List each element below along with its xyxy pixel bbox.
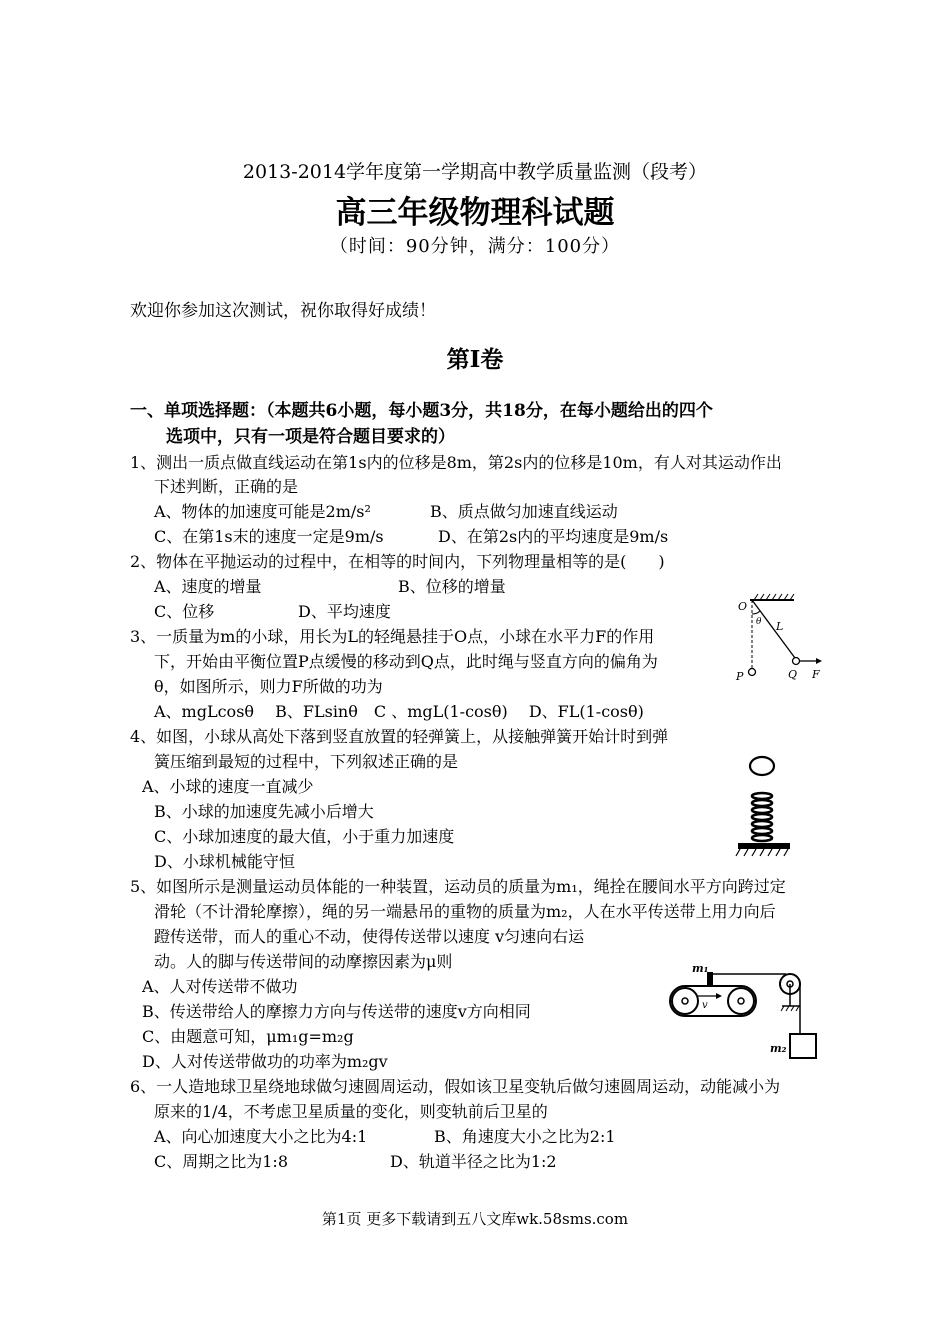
q4-spring-figure bbox=[730, 752, 820, 860]
exam-line: 2013-2014学年度第一学期高中教学质量监测（段考） bbox=[242, 161, 708, 183]
right-roller-axle bbox=[738, 998, 744, 1004]
q5-option-a: A、人对传送带不做功 bbox=[142, 977, 298, 996]
velocity-arrow-head bbox=[716, 993, 722, 999]
angle-arc bbox=[752, 611, 760, 614]
ball-p bbox=[749, 669, 756, 676]
q6-option-c: C、周期之比为1:8 bbox=[154, 1152, 288, 1171]
q5-option-d: D、人对传送带做功的功率为m₂gv bbox=[142, 1052, 388, 1071]
q6-stem-line2: 原来的1/4，不考虑卫星质量的变化，则变轨前后卫星的 bbox=[154, 1102, 548, 1121]
q6-option-d: D、轨道半径之比为1:2 bbox=[390, 1152, 557, 1171]
q4-stem-line1: 4、如图，小球从高处下落到竖直放置的轻弹簧上，从接触弹簧开始计时到弹 bbox=[130, 727, 669, 746]
ground-base bbox=[738, 843, 790, 849]
ground-hatching bbox=[736, 849, 788, 856]
weight-m2 bbox=[790, 1034, 816, 1058]
right-roller bbox=[728, 988, 754, 1014]
q2-option-d: D、平均速度 bbox=[298, 602, 391, 621]
q3-options: A、mgLcosθ B、FLsinθ C 、mgL(1-cosθ) D、FL(1-cosθ) bbox=[154, 702, 644, 721]
q1-option-a: A、物体的加速度可能是2m/s² bbox=[154, 502, 371, 521]
q5-stem-line4: 动。人的脚与传送带间的动摩擦因素为μ则 bbox=[154, 952, 453, 971]
q2-option-c: C、位移 bbox=[154, 602, 215, 621]
label-m2: m₂ bbox=[770, 1042, 787, 1055]
q1-stem-line2: 下述判断，正确的是 bbox=[154, 477, 299, 496]
q1-stem-line1: 1、测出一质点做直线运动在第1s内的位移是8m，第2s内的位移是10m，有人对其运动作出 bbox=[130, 453, 782, 472]
page-footer: 第1页 更多下载请到五八文库wk.58sms.com bbox=[321, 1210, 629, 1228]
label-v: v bbox=[702, 1000, 708, 1011]
label-f: F bbox=[812, 668, 820, 681]
q5-stem-line3: 蹬传送带，而人的重心不动，使得传送带以速度 v匀速向右运 bbox=[154, 927, 585, 946]
left-roller bbox=[672, 988, 698, 1014]
time-info: （时间：90分钟，满分：100分） bbox=[329, 236, 621, 257]
q5-option-c: C、由题意可知，μm₁g=m₂g bbox=[142, 1027, 354, 1046]
q3-stem-line2: 下，开始由平衡位置P点缓慢的移动到Q点，此时绳与竖直方向的偏角为 bbox=[154, 652, 658, 671]
label-m1: m₁ bbox=[692, 962, 709, 975]
rope-line bbox=[752, 600, 795, 658]
q5-treadmill-figure bbox=[658, 956, 824, 1064]
q3-stem-line3: θ，如图所示，则力F所做的功为 bbox=[154, 677, 383, 696]
q6-option-a: A、向心加速度大小之比为4:1 bbox=[154, 1127, 368, 1146]
q4-option-c: C、小球加速度的最大值，小于重力加速度 bbox=[154, 827, 455, 846]
q4-stem-line2: 簧压缩到最短的过程中，下列叙述正确的是 bbox=[154, 752, 459, 771]
volume-heading: 第I卷 bbox=[446, 346, 504, 373]
ball-q bbox=[793, 658, 800, 665]
q3-pendulum-figure bbox=[728, 588, 828, 684]
q2-option-b: B、位移的增量 bbox=[398, 577, 506, 596]
q1-option-c: C、在第1s末的速度一定是9m/s bbox=[154, 527, 384, 546]
label-q: Q bbox=[788, 668, 798, 681]
welcome-text: 欢迎你参加这次测试，祝你取得好成绩！ bbox=[130, 301, 436, 321]
label-l: L bbox=[776, 620, 784, 633]
q6-stem-line1: 6、一人造地球卫星绕地球做匀速圆周运动，假如该卫星变轨后做匀速圆周运动，动能减小为 bbox=[130, 1077, 781, 1096]
section-heading-line2: 选项中，只有一项是符合题目要求的） bbox=[166, 427, 455, 447]
left-roller-axle bbox=[682, 998, 688, 1004]
q5-stem-line1: 5、如图所示是测量运动员体能的一种装置，运动员的质量为m₁，绳拴在腰间水平方向跨过定 bbox=[130, 877, 786, 896]
falling-ball bbox=[750, 757, 774, 775]
q6-option-b: B、角速度大小之比为2:1 bbox=[434, 1127, 616, 1146]
q1-option-d: D、在第2s内的平均速度是9m/s bbox=[438, 527, 669, 546]
force-arrow-head bbox=[816, 658, 822, 664]
q4-option-a: A、小球的速度一直减少 bbox=[142, 777, 314, 796]
q5-stem-line2: 滑轮（不计滑轮摩擦），绳的另一端悬吊的重物的质量为m₂，人在水平传送带上用力向后 bbox=[154, 902, 776, 921]
q1-option-b: B、质点做匀加速直线运动 bbox=[430, 502, 618, 521]
q2-option-a: A、速度的增量 bbox=[154, 577, 262, 596]
section-heading-line1: 一、单项选择题：（本题共6小题，每小题3分，共18分，在每小题给出的四个 bbox=[130, 401, 713, 421]
q5-option-b: B、传送带给人的摩擦力方向与传送带的速度v方向相同 bbox=[142, 1002, 531, 1021]
label-theta: θ bbox=[756, 617, 762, 627]
q3-stem-line1: 3、一质量为m的小球，用长为L的轻绳悬挂于O点，小球在水平力F的作用 bbox=[130, 627, 655, 646]
q4-option-d: D、小球机械能守恒 bbox=[154, 852, 295, 871]
conveyor-belt bbox=[670, 986, 756, 1016]
spring bbox=[752, 793, 772, 841]
label-o: O bbox=[738, 600, 748, 613]
page-title: 高三年级物理科试题 bbox=[335, 195, 615, 231]
q2-stem: 2、物体在平抛运动的过程中，在相等的时间内，下列物理量相等的是( ) bbox=[130, 552, 665, 571]
q4-option-b: B、小球的加速度先减小后增大 bbox=[154, 802, 374, 821]
label-p: P bbox=[736, 670, 744, 683]
